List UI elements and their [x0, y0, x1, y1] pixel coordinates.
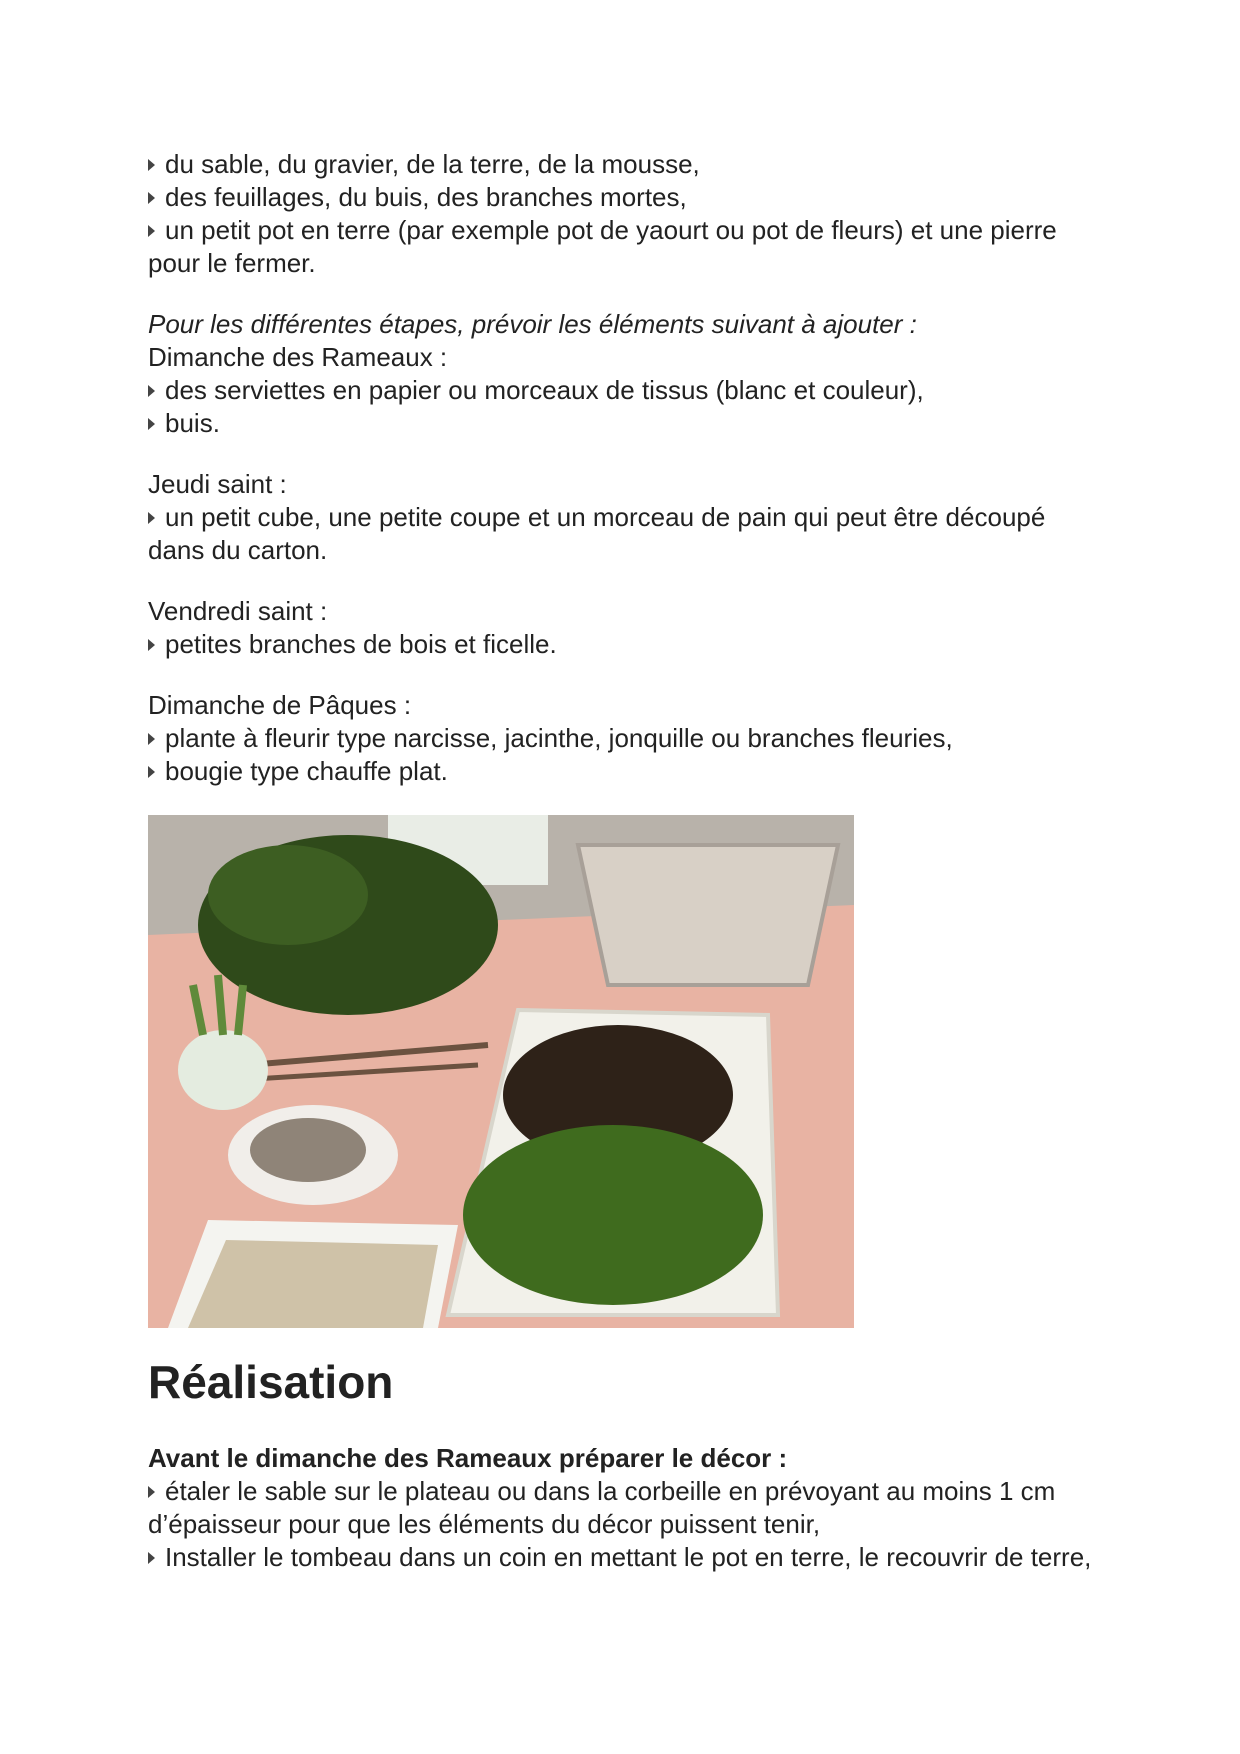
list-item: plante à fleurir type narcisse, jacinthe, jonquille ou branches fleuries, [148, 722, 1098, 755]
section-title-paques: Dimanche de Pâques : [148, 690, 412, 720]
list-item: petites branches de bois et ficelle. [148, 628, 1098, 661]
list-item: bougie type chauffe plat. [148, 755, 1098, 788]
materials-photo [148, 815, 854, 1328]
section-title-jeudi: Jeudi saint : [148, 469, 287, 499]
list-item: un petit cube, une petite coupe et un morceau de pain qui peut être découpé dans du carton. [148, 502, 1046, 565]
section-title-rameaux: Dimanche des Rameaux : [148, 342, 448, 372]
triangle-bullet-icon [148, 225, 155, 237]
list-item: buis. [148, 407, 1098, 440]
list-item: Installer le tombeau dans un coin en mettant le pot en terre, le recouvrir de terre, [148, 1541, 1098, 1574]
realisation-subtitle: Avant le dimanche des Rameaux préparer le décor : [148, 1443, 788, 1473]
triangle-bullet-icon [148, 512, 155, 524]
list-item: des serviettes en papier ou morceaux de tissus (blanc et couleur), [148, 374, 1098, 407]
triangle-bullet-icon [148, 639, 155, 651]
list-item: du sable, du gravier, de la terre, de la mousse, [148, 148, 1098, 181]
steps-intro: Pour les différentes étapes, prévoir les éléments suivant à ajouter : [148, 309, 917, 339]
triangle-bullet-icon [148, 385, 155, 397]
triangle-bullet-icon [148, 192, 155, 204]
triangle-bullet-icon [148, 1486, 155, 1498]
list-item: des feuillages, du buis, des branches mortes, [148, 181, 1098, 214]
triangle-bullet-icon [148, 766, 155, 778]
materials-photo-illustration [148, 815, 854, 1328]
list-item: étaler le sable sur le plateau ou dans la corbeille en prévoyant au moins 1 cm d’épaisseur pour que les éléments du décor puissent tenir, [148, 1476, 1056, 1539]
section-heading: Réalisation [148, 1356, 394, 1408]
section-title-vendredi: Vendredi saint : [148, 596, 328, 626]
triangle-bullet-icon [148, 159, 155, 171]
triangle-bullet-icon [148, 1552, 155, 1564]
triangle-bullet-icon [148, 418, 155, 430]
materials-section [148, 148, 1098, 788]
list-item: un petit pot en terre (par exemple pot de yaourt ou pot de fleurs) et une pierre pour le fermer. [148, 215, 1057, 278]
triangle-bullet-icon [148, 733, 155, 745]
realisation-section [148, 1442, 1098, 1574]
